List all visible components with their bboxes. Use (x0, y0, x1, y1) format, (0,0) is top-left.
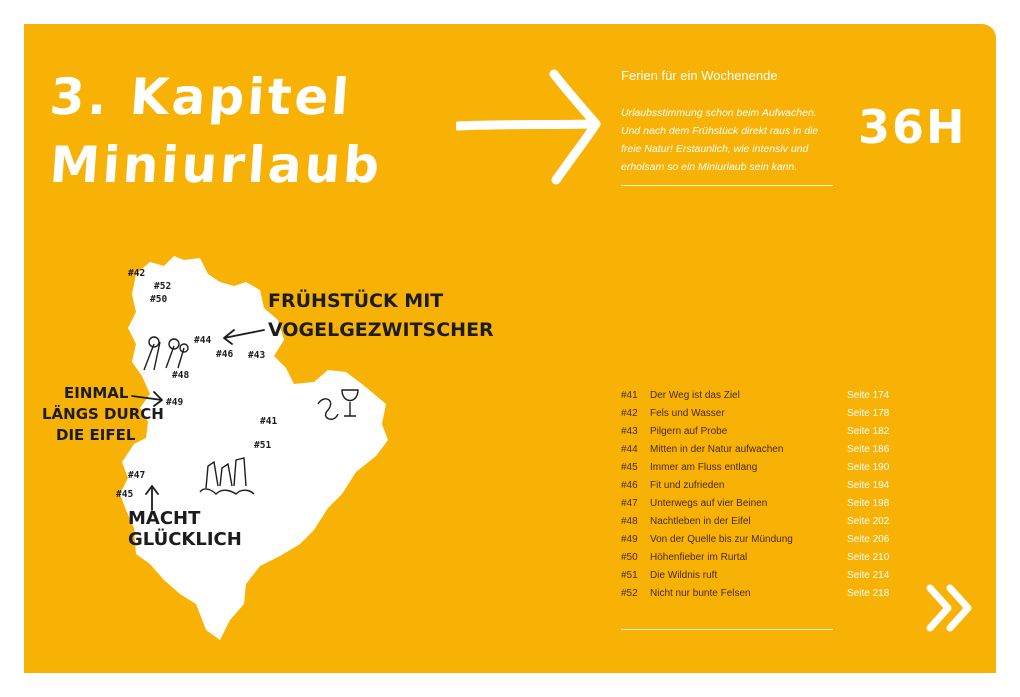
list-item[interactable] (621, 477, 901, 495)
toc-title: Pilgern auf Probe (650, 426, 728, 437)
map-pin: #44 (194, 335, 212, 346)
toc-number: #42 (621, 408, 638, 419)
toc-page: Seite 218 (847, 588, 890, 599)
map-pin: #51 (254, 440, 272, 451)
map-label: DIE EIFEL (56, 426, 136, 444)
list-item[interactable] (621, 585, 901, 603)
eifel-map (24, 24, 444, 673)
chapter-title-line2: Miniurlaub (47, 136, 385, 194)
toc-page: Seite 194 (847, 480, 890, 491)
toc-page: Seite 214 (847, 570, 890, 581)
toc-title: Nicht nur bunte Felsen (650, 588, 751, 599)
toc-title: Immer am Fluss entlang (650, 462, 758, 473)
list-item[interactable] (621, 549, 901, 567)
toc-page: Seite 202 (847, 516, 890, 527)
map-pin: #52 (154, 281, 172, 292)
toc-title: Fels und Wasser (650, 408, 725, 419)
toc-page: Seite 206 (847, 534, 890, 545)
toc-number: #49 (621, 534, 638, 545)
list-item[interactable] (621, 405, 901, 423)
map-label: LÄNGS DURCH (42, 405, 164, 423)
toc-number: #46 (621, 480, 638, 491)
chapter-subtitle: Ferien für ein Wochenende (621, 68, 778, 83)
list-item[interactable] (621, 531, 901, 549)
toc-title: Die Wildnis ruft (650, 570, 718, 581)
table-of-contents (621, 387, 901, 603)
map-pin: #41 (260, 416, 278, 427)
map-pin: #49 (166, 397, 184, 408)
toc-title: Der Weg ist das Ziel (650, 390, 740, 401)
map-pin: #46 (216, 349, 234, 360)
toc-number: #44 (621, 444, 638, 455)
arrow-right-icon (456, 68, 606, 188)
chapter-panel (24, 24, 996, 673)
list-item[interactable] (621, 423, 901, 441)
list-item[interactable] (621, 567, 901, 585)
map-label: FRÜHSTÜCK MIT (268, 290, 444, 312)
list-item[interactable] (621, 387, 901, 405)
map-pin: #45 (116, 489, 134, 500)
list-item[interactable] (621, 441, 901, 459)
toc-page: Seite 174 (847, 390, 890, 401)
double-chevron-right-icon[interactable] (924, 580, 976, 636)
toc-number: #51 (621, 570, 638, 581)
toc-page: Seite 190 (847, 462, 890, 473)
toc-number: #41 (621, 390, 638, 401)
map-label: MACHT (128, 508, 201, 529)
map-pin: #42 (128, 268, 146, 279)
chapter-title-line1: 3. Kapitel (47, 68, 354, 126)
toc-number: #43 (621, 426, 638, 437)
toc-page: Seite 182 (847, 426, 890, 437)
map-label: EINMAL (64, 384, 129, 402)
toc-number: #47 (621, 498, 638, 509)
map-pin: #48 (172, 370, 190, 381)
map-pin: #43 (248, 350, 266, 361)
map-label: GLÜCKLICH (128, 529, 242, 550)
toc-title: Unterwegs auf vier Beinen (650, 498, 768, 509)
list-item[interactable] (621, 459, 901, 477)
toc-title: Mitten in der Natur aufwachen (650, 444, 784, 455)
toc-page: Seite 186 (847, 444, 890, 455)
map-pin: #47 (128, 470, 146, 481)
list-item[interactable] (621, 513, 901, 531)
chapter-intro: Urlaubsstimmung schon beim Aufwachen. Und nach dem Frühstück direkt raus in die freie Natur! Erstaunlich, wie intensiv und erholsam so ein Miniurlaub sein kann. (621, 107, 819, 173)
list-item[interactable] (621, 495, 901, 513)
toc-page: Seite 210 (847, 552, 890, 563)
divider (621, 629, 833, 630)
toc-number: #45 (621, 462, 638, 473)
toc-title: Fit und zufrieden (650, 480, 725, 491)
toc-title: Höhenfieber im Rurtal (650, 552, 748, 563)
map-label: VOGELGEZWITSCHER (268, 319, 494, 341)
divider (621, 185, 833, 186)
toc-number: #52 (621, 588, 638, 599)
toc-title: Nachtleben in der Eifel (650, 516, 751, 527)
toc-page: Seite 178 (847, 408, 890, 419)
toc-number: #48 (621, 516, 638, 527)
toc-number: #50 (621, 552, 638, 563)
duration-badge: 36H (858, 100, 967, 154)
toc-title: Von der Quelle bis zur Mündung (650, 534, 793, 545)
map-pin: #50 (150, 294, 168, 305)
toc-page: Seite 198 (847, 498, 890, 509)
